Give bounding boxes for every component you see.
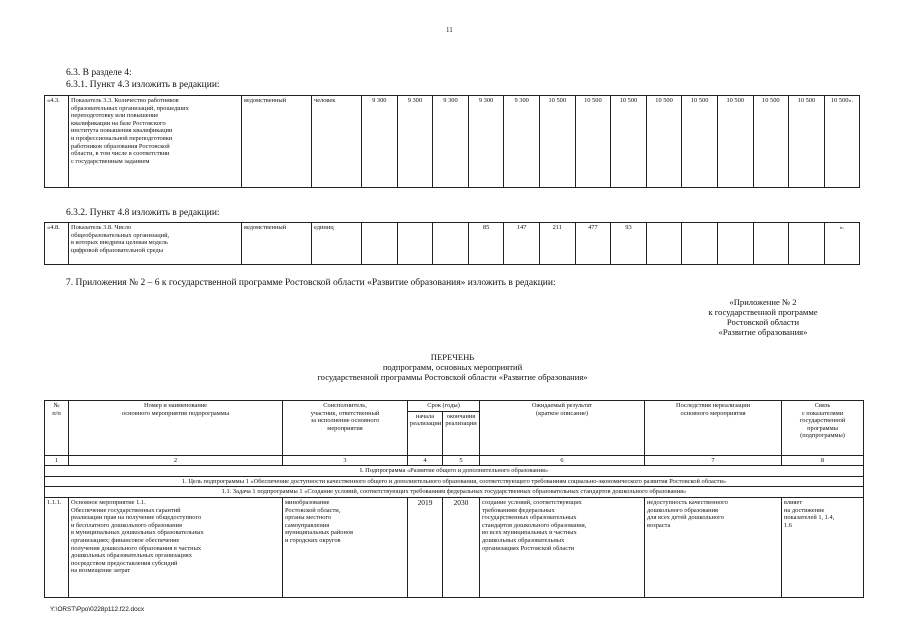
indicator-value: 147 [504, 223, 540, 265]
indicator-unit: единиц [312, 223, 362, 265]
appendix-line: к государственной программе [708, 307, 818, 317]
header-result: Ожидаемый результат (краткое описание) [480, 401, 645, 456]
column-number: 4 [408, 455, 443, 466]
task-row [45, 487, 864, 498]
expected-result: создание условий, соответствующих требованиям федеральных государственных образовательных стандартов дошкольного образования, во всех муниципальных и частных дошкольных образовательных организациях Ростовской области [480, 497, 645, 597]
indicator-type: ведомственный [242, 223, 312, 265]
section-heading: 6.3. В разделе 4: [66, 68, 132, 78]
subprogram-row [45, 466, 864, 477]
table-header-row [45, 401, 864, 412]
title-line: ПЕРЕЧЕНЬ [430, 352, 475, 362]
indicator-value [789, 223, 825, 265]
indicator-value: 9 300 [362, 96, 398, 188]
header-number: № п/п [45, 401, 69, 456]
point-7-text: 7. Приложения № 2 – 6 к государственной программе Ростовской области «Развитие образования» изложить в редакции: [66, 278, 556, 288]
subsection-heading-4-3: 6.3.1. Пункт 4.3 изложить в редакции: [66, 80, 220, 90]
indicator-value [433, 223, 469, 265]
indicator-value: 10 500 [646, 96, 682, 188]
indicator-name: Показатель 3.3. Количество работников образовательных организаций, прошедших переподготовку или повышение квалификации на базе Ростовского института повышения квалификации и профессиональной переподготовки работников образования Ростовской области, в том числе в соответствии с государственным заданием [69, 96, 242, 188]
column-number: 7 [645, 455, 782, 466]
table-row [45, 497, 864, 597]
executor: минобразование Ростовской области, органы местного самоуправления муниципальных районов и городских округов [283, 497, 408, 597]
page-number: 11 [446, 26, 453, 34]
indicator-value [397, 223, 433, 265]
indicator-value: 10 500». [824, 96, 860, 188]
indicator-unit: человек [312, 96, 362, 188]
indicator-table-4-8 [44, 222, 860, 265]
indicator-type: ведомственный [242, 96, 312, 188]
indicator-value [682, 223, 718, 265]
row-number: «4.8. [45, 223, 69, 265]
goal-text: 1. Цель подпрограммы 1 «Обеспечение доступности качественного общего и дополнительного образования, соответствующего требованиям социально-экономического развития Ростовской области» [45, 476, 864, 487]
row-number: «4.3. [45, 96, 69, 188]
start-year: 2019 [408, 497, 443, 597]
indicator-value: 10 500 [611, 96, 647, 188]
task-text: 1.1. Задача 1 подпрограммы 1 «Создание условий, соответствующих требованиям федеральных государственных образовательных стандартов дошкольного образования» [45, 487, 864, 498]
header-end: окончания реализации [443, 411, 480, 455]
column-number: 2 [69, 455, 283, 466]
subprogram-title: I. Подпрограмма «Развитие общего и дополнительного образования» [45, 466, 864, 477]
indicator-table-4-3 [44, 95, 860, 188]
header-name: Номер и наименование основного мероприятия подпрограммы [69, 401, 283, 456]
header-start: начала реализации [408, 411, 443, 455]
indicator-value: 9 300 [433, 96, 469, 188]
appendix-caption [683, 297, 843, 337]
title-line: государственной программы Ростовской области «Развитие образования» [317, 372, 588, 382]
column-number: 6 [480, 455, 645, 466]
indicator-value: 93 [611, 223, 647, 265]
indicator-value: 10 500 [753, 96, 789, 188]
title-line: подпрограмм, основных мероприятий [382, 362, 523, 372]
indicator-value: 477 [575, 223, 611, 265]
file-path-footer: Y:\ORST\Ppo\0228p112.f22.docx [50, 606, 145, 613]
goal-row [45, 476, 864, 487]
indicator-value: 9 300 [468, 96, 504, 188]
measure-name: Основное мероприятие 1.1. Обеспечение государственных гарантий реализации прав на получение общедоступного и бесплатного дошкольного образования в муниципальных дошкольных образовательных организациях; финансовое обеспечение получения дошкольного образования в частных дошкольных образовательных организациях посредством предоставления субсидий на возмещение затрат [69, 497, 283, 597]
document-title [0, 352, 905, 382]
indicator-value: 10 500 [539, 96, 575, 188]
indicator-name: Показатель 3.8. Число общеобразовательных организаций, в которых внедрена целевая модель цифровой образовательной среды [69, 223, 242, 265]
column-number-row [45, 455, 864, 466]
indicator-value: 85 [468, 223, 504, 265]
header-link: Связь с показателями государственной программы (подпрограммы) [782, 401, 864, 456]
consequences: недоступность качественного дошкольного образования для всех детей дошкольного возраста [645, 497, 782, 597]
program-list-table [44, 400, 864, 598]
indicator-value: 9 300 [504, 96, 540, 188]
indicator-value: 9 300 [397, 96, 433, 188]
indicator-value: 211 [539, 223, 575, 265]
row-number: 1.1.1. [45, 497, 69, 597]
header-executor: Соисполнитель, участник, ответственный за исполнение основного мероприятия [283, 401, 408, 456]
indicator-value [362, 223, 398, 265]
appendix-line: «Приложение № 2 [729, 297, 797, 307]
indicator-value: ». [824, 223, 860, 265]
indicator-value [646, 223, 682, 265]
column-number: 1 [45, 455, 69, 466]
end-year: 2030 [443, 497, 480, 597]
column-number: 3 [283, 455, 408, 466]
table-row [45, 96, 860, 188]
appendix-line: Ростовской области [726, 317, 800, 327]
indicator-value: 10 500 [575, 96, 611, 188]
indicator-value [753, 223, 789, 265]
header-term: Срок (годы) [408, 401, 480, 412]
appendix-line: «Развитие образования» [718, 327, 808, 337]
column-number: 5 [443, 455, 480, 466]
indicator-value: 10 500 [789, 96, 825, 188]
indicator-value: 10 500 [682, 96, 718, 188]
table-row [45, 223, 860, 265]
header-consequences: Последствия нереализации основного мероприятия [645, 401, 782, 456]
column-number: 8 [782, 455, 864, 466]
indicator-value [717, 223, 753, 265]
subsection-heading-4-8: 6.3.2. Пункт 4.8 изложить в редакции: [66, 208, 220, 218]
indicator-value: 10 500 [717, 96, 753, 188]
indicator-link: влияет на достижение показателей 1, 1.4, 1.6 [782, 497, 864, 597]
